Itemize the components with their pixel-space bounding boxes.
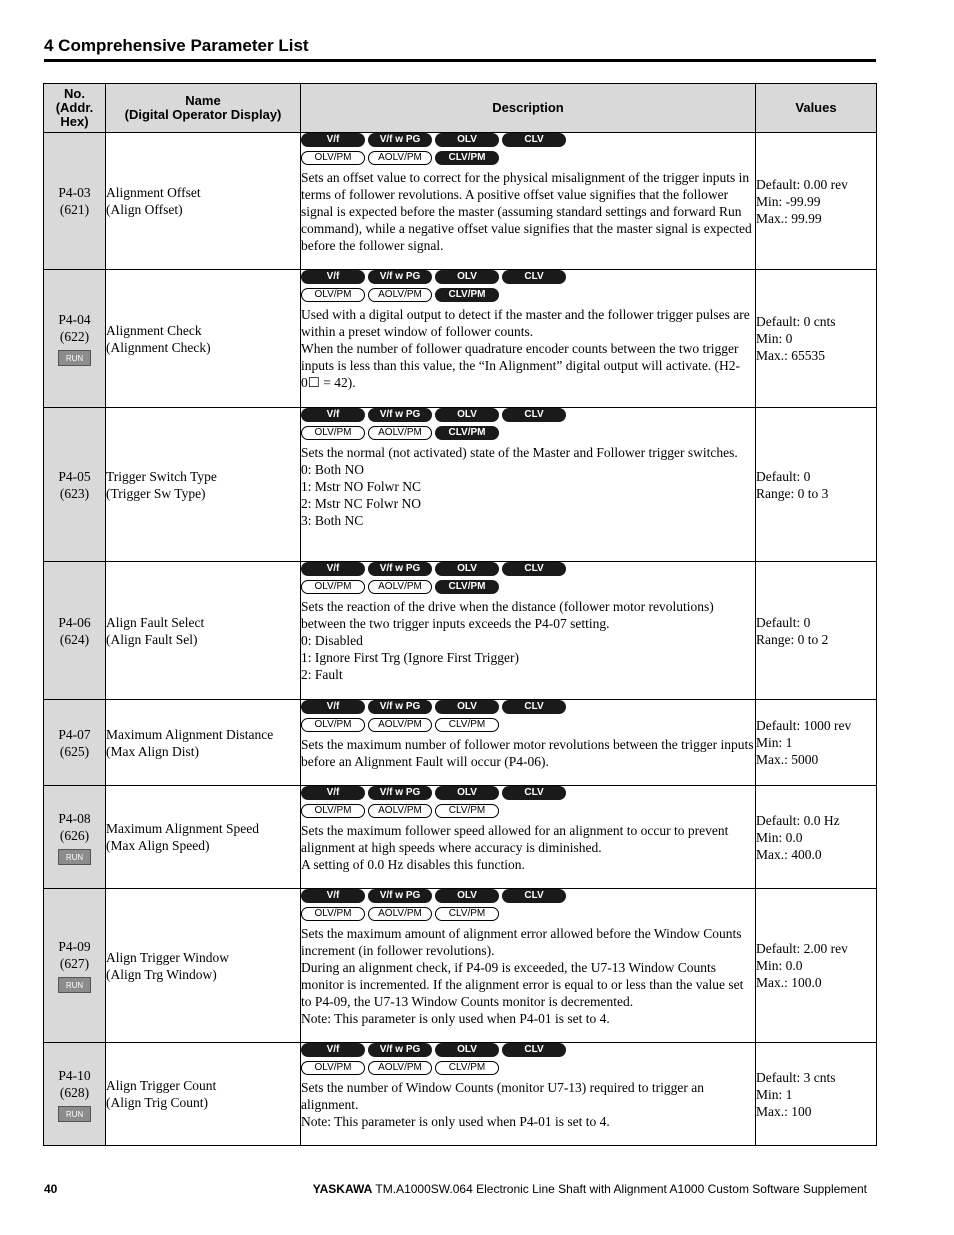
- description-text: Sets the maximum number of follower motor revolutions between the trigger inputs before an Alignment Fault will occur (P4-06).: [301, 737, 754, 769]
- control-mode-row: [301, 718, 755, 732]
- control-mode-badge: CLV/PM: [435, 1061, 499, 1075]
- run-mode-icon: RUN: [58, 350, 91, 366]
- control-mode-row: [301, 1061, 755, 1075]
- parameter-address: (624): [59, 631, 90, 647]
- control-mode-badge: CLV: [502, 786, 566, 800]
- parameter-values-cell: [756, 700, 877, 786]
- value-text: Max.: 99.99: [756, 210, 822, 226]
- description-text: 0: Both NO: [301, 462, 365, 477]
- control-mode-badge: OLV: [435, 408, 499, 422]
- value-text: Min: 0.0: [756, 829, 803, 845]
- parameter-name: Maximum Alignment Speed: [106, 821, 259, 836]
- parameter-name-cell: [106, 408, 301, 562]
- parameter-name: Align Trigger Window: [106, 949, 229, 965]
- parameter-name-cell: [106, 889, 301, 1043]
- control-mode-badge: V/f w PG: [368, 1043, 432, 1057]
- control-mode-row: [301, 270, 755, 284]
- document-name: TM.A1000SW.064 Electronic Line Shaft with Alignment A1000 Custom Software Supplement: [372, 1182, 867, 1196]
- control-mode-badge: OLV/PM: [301, 804, 365, 818]
- control-mode-badge: AOLV/PM: [368, 288, 432, 302]
- parameter-values-cell: [756, 270, 877, 408]
- control-mode-badge: OLV: [435, 700, 499, 714]
- control-mode-row: [301, 151, 755, 165]
- parameter-number-cell: [44, 1043, 106, 1146]
- operator-display: (Align Trg Window): [106, 966, 217, 982]
- parameter-description-cell: [301, 786, 756, 889]
- control-mode-badge: V/f w PG: [368, 408, 432, 422]
- control-mode-row: [301, 426, 755, 440]
- table-row: [44, 1043, 877, 1146]
- control-mode-row: [301, 889, 755, 903]
- parameter-description-cell: [301, 889, 756, 1043]
- parameter-values-cell: [756, 786, 877, 889]
- control-mode-badge: CLV: [502, 270, 566, 284]
- table-row: [44, 270, 877, 408]
- control-mode-row: [301, 786, 755, 800]
- control-mode-badge: OLV: [435, 786, 499, 800]
- parameter-number: P4-04: [58, 312, 91, 327]
- control-mode-row: [301, 907, 755, 921]
- parameter-name: Align Fault Select: [106, 614, 205, 630]
- control-mode-badge: OLV: [435, 1043, 499, 1057]
- control-mode-badge: OLV/PM: [301, 1061, 365, 1075]
- parameter-number-cell: [44, 133, 106, 270]
- description-text: Sets the reaction of the drive when the distance (follower motor revolutions) between the two trigger inputs exceeds the P4-07 setting.: [301, 599, 714, 631]
- value-text: Min: 1: [756, 735, 793, 750]
- value-text: Default: 0 cnts: [756, 314, 836, 329]
- parameter-description-cell: [301, 408, 756, 562]
- control-mode-badge: CLV/PM: [435, 804, 499, 818]
- run-mode-icon: RUN: [58, 977, 91, 993]
- parameter-name-cell: [106, 133, 301, 270]
- control-mode-badge: V/f w PG: [368, 133, 432, 147]
- control-mode-badge: CLV: [502, 700, 566, 714]
- parameter-name-cell: [106, 700, 301, 786]
- control-mode-badge: CLV: [502, 562, 566, 576]
- table-row: [44, 133, 877, 270]
- control-mode-row: [301, 408, 755, 422]
- control-mode-row: [301, 133, 755, 147]
- value-text: Default: 0: [756, 614, 811, 630]
- value-text: Default: 3 cnts: [756, 1069, 836, 1085]
- parameter-values-cell: [756, 1043, 877, 1146]
- control-mode-badge: V/f: [301, 133, 365, 147]
- control-mode-badge: V/f w PG: [368, 786, 432, 800]
- parameter-description-cell: [301, 1043, 756, 1146]
- control-mode-badge: AOLV/PM: [368, 718, 432, 732]
- description-text: Sets the maximum amount of alignment error allowed before the Window Counts increment (in follower revolutions).: [301, 926, 742, 958]
- parameter-address: (623): [59, 485, 90, 501]
- control-mode-row: [301, 804, 755, 818]
- control-mode-badge: OLV: [435, 889, 499, 903]
- description-text: Note: This parameter is only used when P4-01 is set to 4.: [301, 1114, 610, 1129]
- control-mode-badge: OLV/PM: [301, 151, 365, 165]
- parameter-name: Align Trigger Count: [106, 1078, 217, 1093]
- control-mode-badge: V/f w PG: [368, 562, 432, 576]
- parameter-name-cell: [106, 786, 301, 889]
- control-mode-badge: OLV/PM: [301, 907, 365, 921]
- value-text: Min: 0: [756, 331, 793, 346]
- control-mode-badge: OLV/PM: [301, 580, 365, 594]
- control-mode-badge: OLV/PM: [301, 288, 365, 302]
- parameter-number-cell: [44, 562, 106, 700]
- description-text: 1: Ignore First Trg (Ignore First Trigger): [301, 650, 520, 665]
- parameter-number-cell: [44, 270, 106, 408]
- parameter-values-cell: [756, 562, 877, 700]
- description-text: Sets the number of Window Counts (monitor U7-13) required to trigger an alignment.: [301, 1080, 705, 1112]
- parameter-address: (628): [59, 1084, 90, 1100]
- description-text: When the number of follower quadrature encoder counts between the two trigger inputs is less than this value, the “In Alignment” digital output will activate. (H2-0☐ = 42).: [301, 341, 741, 390]
- parameter-name: Alignment Offset: [106, 185, 201, 200]
- control-mode-badge: AOLV/PM: [368, 1061, 432, 1075]
- parameter-address: (625): [59, 743, 90, 759]
- control-mode-badge: OLV/PM: [301, 426, 365, 440]
- run-mode-icon: RUN: [58, 849, 91, 865]
- control-mode-badge: CLV/PM: [435, 151, 499, 165]
- section-title: 4 Comprehensive Parameter List: [44, 36, 309, 55]
- column-header-description: Description: [301, 84, 756, 133]
- table-row: [44, 562, 877, 700]
- description-text: Sets the normal (not activated) state of the Master and Follower trigger switches.: [301, 445, 738, 460]
- control-mode-badge: CLV: [502, 1043, 566, 1057]
- value-text: Max.: 100: [756, 1103, 812, 1119]
- value-text: Default: 0.00 rev: [756, 176, 848, 192]
- parameter-values-cell: [756, 408, 877, 562]
- description-text: Note: This parameter is only used when P4-01 is set to 4.: [301, 1011, 610, 1026]
- table-row: [44, 700, 877, 786]
- parameter-number: P4-06: [58, 614, 91, 630]
- parameter-name-cell: [106, 562, 301, 700]
- control-mode-badge: OLV: [435, 270, 499, 284]
- description-text: A setting of 0.0 Hz disables this function.: [301, 857, 525, 872]
- parameter-number-cell: [44, 786, 106, 889]
- parameter-number-cell: [44, 408, 106, 562]
- control-mode-badge: AOLV/PM: [368, 151, 432, 165]
- value-text: Min: -99.99: [756, 193, 821, 209]
- control-mode-badge: V/f: [301, 700, 365, 714]
- parameter-name: Alignment Check: [106, 322, 202, 338]
- description-text: Sets an offset value to correct for the physical misalignment of the trigger inputs in terms of follower revolutions. A positive offset value signifies that the follower signal is expected before the master (assuming standard settings and forward Run command), while a negative offset value signifies that the master signal is expected before the follower signal.: [301, 170, 752, 253]
- description-text: During an alignment check, if P4-09 is exceeded, the U7-13 Window Counts monitor is incremented. If the alignment error is equal to or less than the value set to P4-09, the U7-13 Window Counts monitor is decremented.: [301, 960, 744, 1009]
- value-text: Max.: 100.0: [756, 975, 822, 990]
- operator-display: (Trigger Sw Type): [106, 485, 206, 501]
- parameter-number-cell: [44, 700, 106, 786]
- description-text: 1: Mstr NO Folwr NC: [301, 479, 422, 494]
- section-rule: [44, 59, 876, 62]
- parameter-description-cell: [301, 562, 756, 700]
- description-text: 2: Mstr NC Folwr NO: [301, 496, 422, 511]
- value-text: Default: 2.00 rev: [756, 941, 848, 956]
- description-text: Sets the maximum follower speed allowed for an alignment to occur to prevent alignment at high speeds where accuracy is diminished.: [301, 823, 729, 855]
- value-text: Max.: 5000: [756, 752, 819, 767]
- value-text: Max.: 400.0: [756, 846, 822, 862]
- brand-name: YASKAWA: [312, 1182, 373, 1196]
- column-header-no: No. (Addr. Hex): [44, 84, 106, 133]
- table-header-row: [44, 84, 877, 133]
- control-mode-badge: AOLV/PM: [368, 907, 432, 921]
- control-mode-badge: V/f: [301, 889, 365, 903]
- control-mode-badge: V/f w PG: [368, 700, 432, 714]
- column-header-name: Name (Digital Operator Display): [106, 84, 301, 133]
- control-mode-badge: AOLV/PM: [368, 804, 432, 818]
- control-mode-row: [301, 288, 755, 302]
- table-row: [44, 408, 877, 562]
- control-mode-badge: OLV: [435, 133, 499, 147]
- value-text: Range: 0 to 2: [756, 631, 829, 647]
- run-mode-icon: RUN: [58, 1106, 91, 1122]
- control-mode-badge: OLV: [435, 562, 499, 576]
- control-mode-row: [301, 1043, 755, 1057]
- value-text: Min: 0.0: [756, 958, 803, 973]
- operator-display: (Align Trig Count): [106, 1095, 209, 1110]
- control-mode-badge: OLV/PM: [301, 718, 365, 732]
- parameter-number: P4-03: [58, 185, 91, 200]
- control-mode-badge: AOLV/PM: [368, 426, 432, 440]
- control-mode-row: [301, 562, 755, 576]
- control-mode-badge: CLV: [502, 408, 566, 422]
- description-text: Used with a digital output to detect if the master and the follower trigger pulses are within a preset window of follower counts.: [301, 307, 750, 339]
- control-mode-badge: V/f: [301, 1043, 365, 1057]
- description-text: 3: Both NC: [301, 513, 364, 528]
- parameter-description-cell: [301, 270, 756, 408]
- operator-display: (Align Offset): [106, 202, 183, 217]
- value-text: Default: 0: [756, 468, 811, 484]
- value-text: Max.: 65535: [756, 348, 825, 363]
- control-mode-badge: V/f: [301, 270, 365, 284]
- table-row: [44, 889, 877, 1043]
- description-text: 0: Disabled: [301, 633, 363, 648]
- value-text: Range: 0 to 3: [756, 485, 829, 501]
- parameter-address: (626): [59, 827, 90, 843]
- value-text: Min: 1: [756, 1086, 793, 1102]
- control-mode-badge: V/f: [301, 408, 365, 422]
- operator-display: (Align Fault Sel): [106, 631, 198, 647]
- parameter-description-cell: [301, 133, 756, 270]
- parameter-address: (627): [59, 956, 90, 971]
- control-mode-badge: CLV: [502, 133, 566, 147]
- parameter-number: P4-05: [58, 468, 91, 484]
- control-mode-badge: V/f w PG: [368, 270, 432, 284]
- parameter-number: P4-10: [58, 1067, 91, 1083]
- column-header-values: Values: [756, 84, 877, 133]
- parameter-number: P4-08: [58, 810, 91, 826]
- parameter-table: [43, 83, 877, 1146]
- control-mode-row: [301, 580, 755, 594]
- control-mode-badge: CLV/PM: [435, 907, 499, 921]
- value-text: Default: 0.0 Hz: [756, 812, 840, 828]
- parameter-address: (621): [59, 202, 90, 217]
- operator-display: (Alignment Check): [106, 339, 211, 355]
- parameter-name-cell: [106, 1043, 301, 1146]
- operator-display: (Max Align Speed): [106, 838, 210, 853]
- control-mode-badge: CLV/PM: [435, 426, 499, 440]
- table-row: [44, 786, 877, 889]
- parameter-number: P4-09: [58, 939, 91, 954]
- value-text: Default: 1000 rev: [756, 718, 852, 733]
- description-text: 2: Fault: [301, 667, 343, 682]
- control-mode-badge: V/f w PG: [368, 889, 432, 903]
- parameter-values-cell: [756, 133, 877, 270]
- parameter-address: (622): [59, 329, 90, 344]
- control-mode-badge: CLV/PM: [435, 718, 499, 732]
- control-mode-badge: CLV/PM: [435, 288, 499, 302]
- control-mode-row: [301, 700, 755, 714]
- control-mode-badge: V/f: [301, 562, 365, 576]
- control-mode-badge: CLV/PM: [435, 580, 499, 594]
- parameter-name: Maximum Alignment Distance: [106, 726, 274, 742]
- parameter-values-cell: [756, 889, 877, 1043]
- document-title: [313, 1182, 867, 1196]
- control-mode-badge: V/f: [301, 786, 365, 800]
- parameter-number-cell: [44, 889, 106, 1043]
- parameter-number: P4-07: [58, 726, 91, 742]
- parameter-name: Trigger Switch Type: [106, 468, 217, 484]
- parameter-name-cell: [106, 270, 301, 408]
- parameter-description-cell: [301, 700, 756, 786]
- operator-display: (Max Align Dist): [106, 743, 199, 759]
- control-mode-badge: AOLV/PM: [368, 580, 432, 594]
- page-number: 40: [44, 1182, 58, 1196]
- control-mode-badge: CLV: [502, 889, 566, 903]
